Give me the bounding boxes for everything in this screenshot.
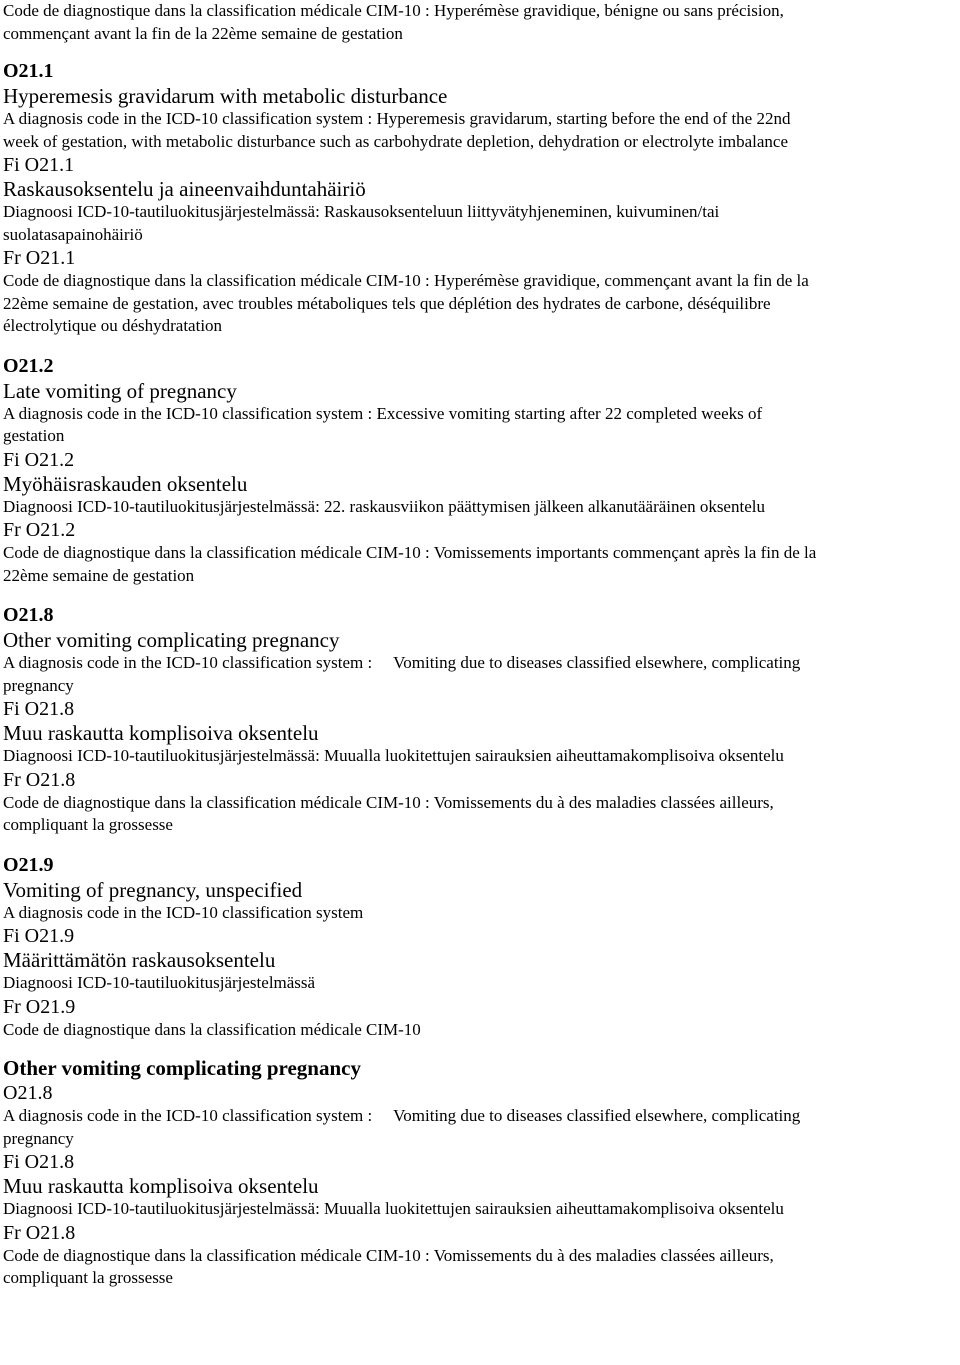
section-o21-9 xyxy=(3,853,957,1042)
fi-title: Raskausoksentelu ja aineenvaihduntahäiriö xyxy=(3,177,366,201)
fr-ref: Fr O21.8 xyxy=(3,768,76,791)
en-title: Hyperemesis gravidarum with metabolic disturbance xyxy=(3,84,448,108)
fr-desc-line: Code de diagnostique dans la classification médicale CIM-10 : Vomissements du à des maladies classées ailleurs, xyxy=(3,792,774,812)
fi-desc-line: Diagnoosi ICD-10-tautiluokitusjärjestelmässä: 22. raskausviikon päättymisen jälkeen alkanutääräinen oksentelu xyxy=(3,496,765,516)
en-desc-line: pregnancy xyxy=(3,675,74,695)
fr-desc-line: 22ème semaine de gestation xyxy=(3,565,195,585)
fragment-top xyxy=(3,0,957,45)
fr-desc-line: compliquant la grossesse xyxy=(3,815,173,834)
en-desc-line: A diagnosis code in the ICD-10 classification system : Hyperemesis gravidarum, starting before the end of the 22nd xyxy=(3,109,791,128)
fr-desc-line: commençant avant la fin de la 22ème semaine de gestation xyxy=(3,23,403,43)
fr-desc-line: électrolytique ou déshydratation xyxy=(3,316,223,335)
section-o21-1 xyxy=(3,59,957,338)
fi-ref: Fi O21.1 xyxy=(3,154,75,176)
section-o21-2 xyxy=(3,354,957,588)
fr-ref: Fr O21.1 xyxy=(3,247,76,269)
section-o21-8 xyxy=(3,603,957,837)
fr-desc-line: 22ème semaine de gestation, avec troubles métaboliques tels que déplétion des hydrates de carbone, déséquilibre xyxy=(3,293,771,313)
fi-ref: Fi O21.2 xyxy=(3,448,75,471)
fr-ref: Fr O21.2 xyxy=(3,519,76,541)
bottom-block xyxy=(3,1055,957,1290)
fi-ref: Fi O21.9 xyxy=(3,925,75,947)
fr-desc-line: Code de diagnostique dans la classification médicale CIM-10 : Hyperémèse gravidique, commençant avant la fin de la xyxy=(3,271,809,290)
fr-desc-line: Code de diagnostique dans la classification médicale CIM-10 xyxy=(3,1019,421,1039)
en-desc-line: pregnancy xyxy=(3,1128,74,1148)
en-title: Other vomiting complicating pregnancy xyxy=(3,628,340,652)
section-code: O21.9 xyxy=(3,853,54,876)
en-desc-line: A diagnosis code in the ICD-10 classification system xyxy=(3,902,364,922)
block-heading: Other vomiting complicating pregnancy xyxy=(3,1056,361,1080)
fi-title: Muu raskautta komplisoiva oksentelu xyxy=(3,1174,319,1198)
fi-title: Muu raskautta komplisoiva oksentelu xyxy=(3,721,319,745)
en-desc-line: A diagnosis code in the ICD-10 classification system : Excessive vomiting starting after 22 completed weeks of xyxy=(3,403,763,423)
fi-desc-line: Diagnoosi ICD-10-tautiluokitusjärjestelmässä xyxy=(3,973,316,992)
block-code: O21.8 xyxy=(3,1082,53,1104)
en-title: Late vomiting of pregnancy xyxy=(3,378,237,403)
fi-desc-line: Diagnoosi ICD-10-tautiluokitusjärjestelmässä: Muualla luokitettujen sairauksien aiheuttamakomplisoiva oksentelu xyxy=(3,746,784,765)
fr-desc-line: compliquant la grossesse xyxy=(3,1268,173,1287)
section-code: O21.8 xyxy=(3,604,54,626)
en-title: Vomiting of pregnancy, unspecified xyxy=(3,877,303,902)
fr-desc-line: Code de diagnostique dans la classification médicale CIM-10 : Vomissements du à des maladies classées ailleurs, xyxy=(3,1245,774,1265)
fi-ref: Fi O21.8 xyxy=(3,698,75,720)
en-desc-line: week of gestation, with metabolic disturbance such as carbohydrate depletion, dehydration or electrolyte imbalance xyxy=(3,131,789,151)
fi-desc-line: Diagnoosi ICD-10-tautiluokitusjärjestelmässä: Muualla luokitettujen sairauksien aiheuttamakomplisoiva oksentelu xyxy=(3,1199,784,1218)
fr-ref: Fr O21.9 xyxy=(3,995,76,1018)
fi-desc-line: Diagnoosi ICD-10-tautiluokitusjärjestelmässä: Raskausoksenteluun liittyvätyhjeneminen, kuivuminen/tai xyxy=(3,202,720,221)
en-desc-line: A diagnosis code in the ICD-10 classification system : Vomiting due to diseases classified elsewhere, complicating xyxy=(3,1106,801,1125)
en-desc-line: gestation xyxy=(3,426,65,445)
document-page xyxy=(3,0,957,1290)
fr-ref: Fr O21.8 xyxy=(3,1221,76,1244)
fr-desc-line: Code de diagnostique dans la classification médicale CIM-10 : Hyperémèse gravidique, bénigne ou sans précision, xyxy=(3,1,784,20)
section-code: O21.2 xyxy=(3,354,54,377)
fi-title: Myöhäisraskauden oksentelu xyxy=(3,471,248,496)
section-code: O21.1 xyxy=(3,60,54,82)
fi-desc-line: suolatasapainohäiriö xyxy=(3,224,143,244)
fr-desc-line: Code de diagnostique dans la classification médicale CIM-10 : Vomissements importants commençant après la fin de la xyxy=(3,543,817,562)
fi-ref: Fi O21.8 xyxy=(3,1151,75,1173)
fi-title: Määrittämätön raskausoksentelu xyxy=(3,948,276,972)
en-desc-line: A diagnosis code in the ICD-10 classification system : Vomiting due to diseases classified elsewhere, complicating xyxy=(3,653,801,672)
